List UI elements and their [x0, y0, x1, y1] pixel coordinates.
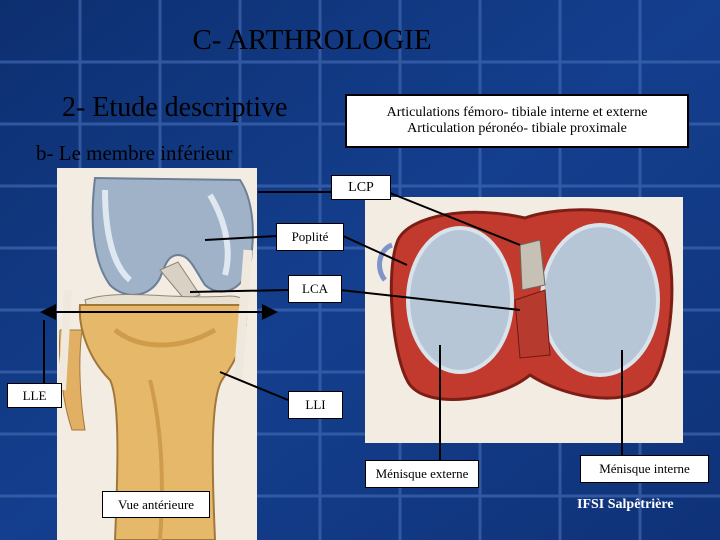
articulations-info-box [345, 94, 689, 148]
label-lca: LCA [288, 275, 342, 303]
pointer-lca-right [340, 290, 520, 310]
pointer-lli [220, 372, 288, 400]
label-lcp: LCP [331, 175, 391, 200]
label-vue-anterieure: Vue antérieure [102, 491, 210, 518]
section-subtitle: 2- Etude descriptive [62, 92, 288, 123]
section-heading: b- Le membre inférieur [36, 141, 233, 165]
label-lle: LLE [7, 383, 62, 408]
slide-title: C- ARTHROLOGIE [192, 24, 432, 56]
label-poplite: Poplité [276, 223, 344, 251]
label-lli: LLI [288, 391, 343, 419]
label-menisque-interne: Ménisque interne [580, 455, 709, 483]
pointer-lca-left [190, 290, 288, 292]
pointer-poplite-right [343, 236, 407, 265]
info-line-1: Articulations fémoro- tibiale interne et externe [386, 105, 648, 120]
label-menisque-externe: Ménisque externe [365, 460, 479, 488]
info-line-2: Articulation péronéo- tibiale proximale [407, 121, 627, 136]
credit-text: IFSI Salpêtrière [577, 497, 674, 512]
pointer-poplite-left [205, 236, 277, 240]
pointer-lcp-right [390, 193, 520, 245]
